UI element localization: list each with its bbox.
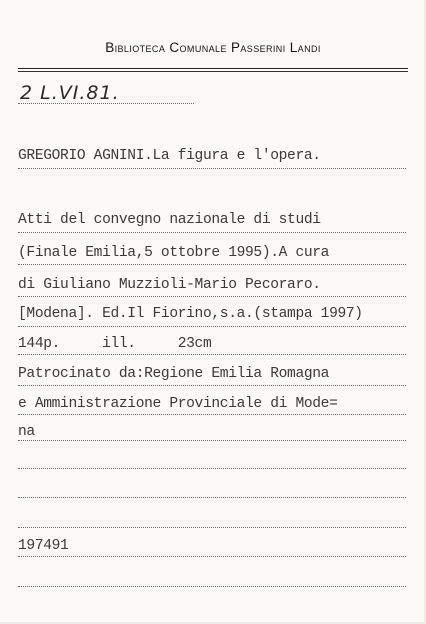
header-rule-thin <box>18 71 408 72</box>
ruled-line <box>18 440 406 441</box>
ruled-line <box>18 385 406 386</box>
library-header <box>0 40 426 55</box>
body-line-5: 144p. ill. 23cm <box>18 336 212 352</box>
ruled-line <box>18 264 406 265</box>
ruled-line <box>18 168 406 169</box>
shelfmark-underline <box>18 103 194 104</box>
ruled-line <box>18 468 406 469</box>
ruled-line <box>18 586 406 587</box>
ruled-line <box>18 326 406 327</box>
body-line-2: (Finale Emilia,5 ottobre 1995).A cura <box>18 245 330 261</box>
ruled-line <box>18 497 406 498</box>
body-line-7: e Amministrazione Provinciale di Mode= <box>18 396 338 412</box>
body-line-3: di Giuliano Muzzioli-Mario Pecoraro. <box>18 277 321 293</box>
card-title-line: GREGORIO AGNINI.La figura e l'opera. <box>18 148 321 164</box>
body-line-1: Atti del convegno nazionale di studi <box>18 212 321 228</box>
body-line-6: Patrocinato da:Regione Emilia Romagna <box>18 366 330 382</box>
body-line-4: [Modena]. Ed.Il Fiorino,s.a.(stampa 1997) <box>18 306 363 322</box>
ruled-line <box>18 527 406 528</box>
ruled-line <box>18 556 406 557</box>
library-name: Biblioteca Comunale Passerini Landi <box>105 40 321 55</box>
shelfmark: 2 L.VI.81. <box>20 82 120 104</box>
inventory-number: 197491 <box>18 538 69 554</box>
ruled-line <box>18 354 406 355</box>
ruled-line <box>18 414 406 415</box>
ruled-line <box>18 232 406 233</box>
ruled-line <box>18 296 406 297</box>
header-rule-thick <box>18 68 408 69</box>
body-line-8: na <box>18 424 35 440</box>
